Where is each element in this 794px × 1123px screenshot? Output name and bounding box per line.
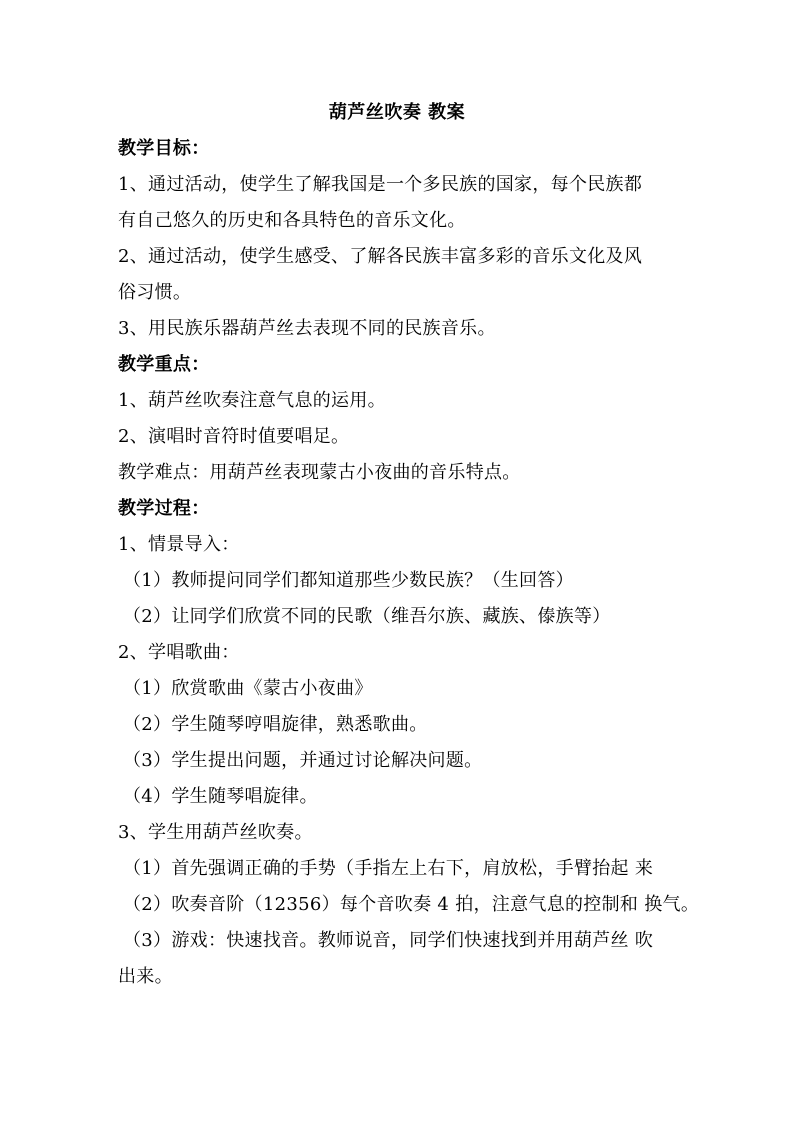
objective-1-line-2: 有自己悠久的历史和各具特色的音乐文化。 — [118, 210, 466, 231]
key-point-1: 1、葫芦丝吹奏注意气息的运用。 — [118, 390, 386, 411]
process-step-1: 1、情景导入： — [118, 534, 240, 555]
heading-objectives: 教学目标： — [118, 138, 210, 159]
process-step-1-item-2: （2）让同学们欣赏不同的民歌（维吾尔族、藏族、傣族等） — [123, 606, 611, 627]
difficulty-line: 教学难点：用葫芦丝表现蒙古小夜曲的音乐特点。 — [118, 462, 521, 483]
heading-process: 教学过程： — [118, 498, 210, 519]
process-step-3-item-2: （2）吹奏音阶（12356）每个音吹奏 4 拍，注意气息的控制和 换气。 — [123, 894, 700, 915]
process-step-2-item-3: （3）学生提出问题，并通过讨论解决问题。 — [123, 750, 483, 771]
process-step-3-item-3-continued: 出来。 — [118, 966, 173, 987]
process-step-2: 2、学唱歌曲： — [118, 642, 240, 663]
objective-1-line-1: 1、通过活动，使学生了解我国是一个多民族的国家，每个民族都 — [118, 174, 643, 195]
process-step-2-item-4: （4）学生随琴唱旋律。 — [123, 786, 318, 807]
process-step-3-item-3: （3）游戏：快速找音。教师说音，同学们快速找到并用葫芦丝 吹 — [123, 930, 654, 951]
document-title: 葫芦丝吹奏 教案 — [328, 102, 466, 123]
process-step-3-item-1: （1）首先强调正确的手势（手指左上右下，肩放松，手臂抬起 来 — [123, 858, 654, 879]
objective-2-line-1: 2、通过活动，使学生感受、了解各民族丰富多彩的音乐文化及风 — [118, 246, 643, 267]
process-step-2-item-1: （1）欣赏歌曲《蒙古小夜曲》 — [123, 678, 373, 699]
objective-2-line-2: 俗习惯。 — [118, 282, 192, 303]
objective-3: 3、用民族乐器葫芦丝去表现不同的民族音乐。 — [118, 318, 496, 339]
process-step-3: 3、学生用葫芦丝吹奏。 — [118, 822, 313, 843]
process-step-2-item-2: （2）学生随琴哼唱旋律，熟悉歌曲。 — [123, 714, 428, 735]
heading-key-points: 教学重点： — [118, 354, 210, 375]
process-step-1-item-1: （1）教师提问同学们都知道那些少数民族？（生回答） — [123, 570, 574, 591]
key-point-2: 2、演唱时音符时值要唱足。 — [118, 426, 350, 447]
